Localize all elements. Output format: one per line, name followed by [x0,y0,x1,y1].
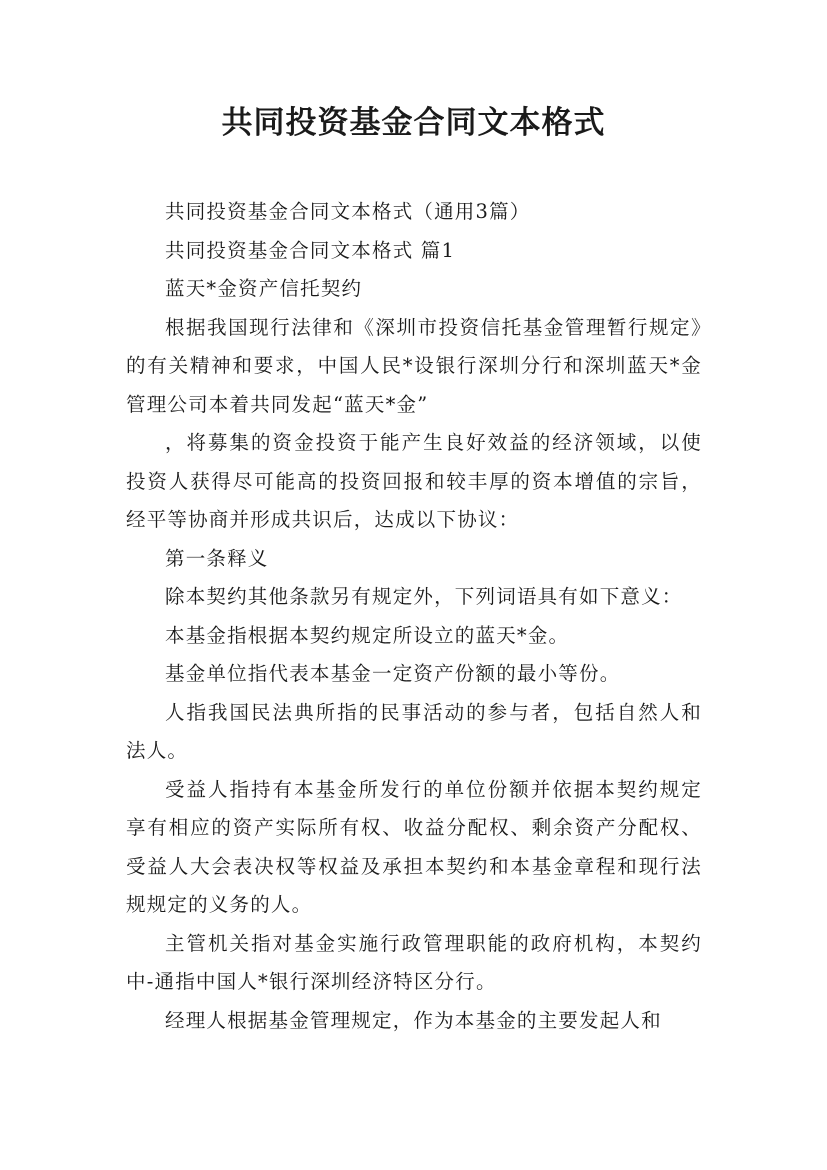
document-title: 共同投资基金合同文本格式 [221,105,606,141]
paragraph: 主管机关指对基金实施行政管理职能的政府机构，本契约中-通指中国人*银行深圳经济特区分行。 [126,931,702,993]
paragraph: 共同投资基金合同文本格式（通用3篇） [165,200,531,223]
paragraph: 除本契约其他条款另有规定外，下列词语具有如下意义： [165,585,683,608]
paragraph: 人指我国民法典所指的民事活动的参与者，包括自然人和法人。 [126,700,702,762]
paragraph: 第一条释义 [165,546,269,570]
paragraph: 基金单位指代表本基金一定资产份额的最小等份。 [165,662,621,685]
paragraph: 受益人指持有本基金所发行的单位份额并依据本契约规定享有相应的资产实际所有权、收益分配权、剩余资产分配权、受益人大会表决权等权益及承担本契约和本基金章程和现行法规规定的义务的人。 [126,777,702,916]
paragraph: 蓝天*金资产信托契约 [165,277,363,300]
document-body [126,193,702,1040]
paragraph: 根据我国现行法律和《深圳市投资信托基金管理暂行规定》的有关精神和要求，中国人民*设银行深圳分行和深圳蓝天*金管理公司本着共同发起“蓝天*金” [126,315,702,416]
paragraph: ，将募集的资金投资于能产生良好效益的经济领域，以使投资人获得尽可能高的投资回报和较丰厚的资本增值的宗旨，经平等协商并形成共识后，达成以下协议： [126,431,702,531]
paragraph: 本基金指根据本契约规定所设立的蓝天*金。 [165,623,570,647]
paragraph: 共同投资基金合同文本格式 篇1 [165,238,456,262]
paragraph: 经理人根据基金管理规定，作为本基金的主要发起人和 [165,1008,662,1032]
